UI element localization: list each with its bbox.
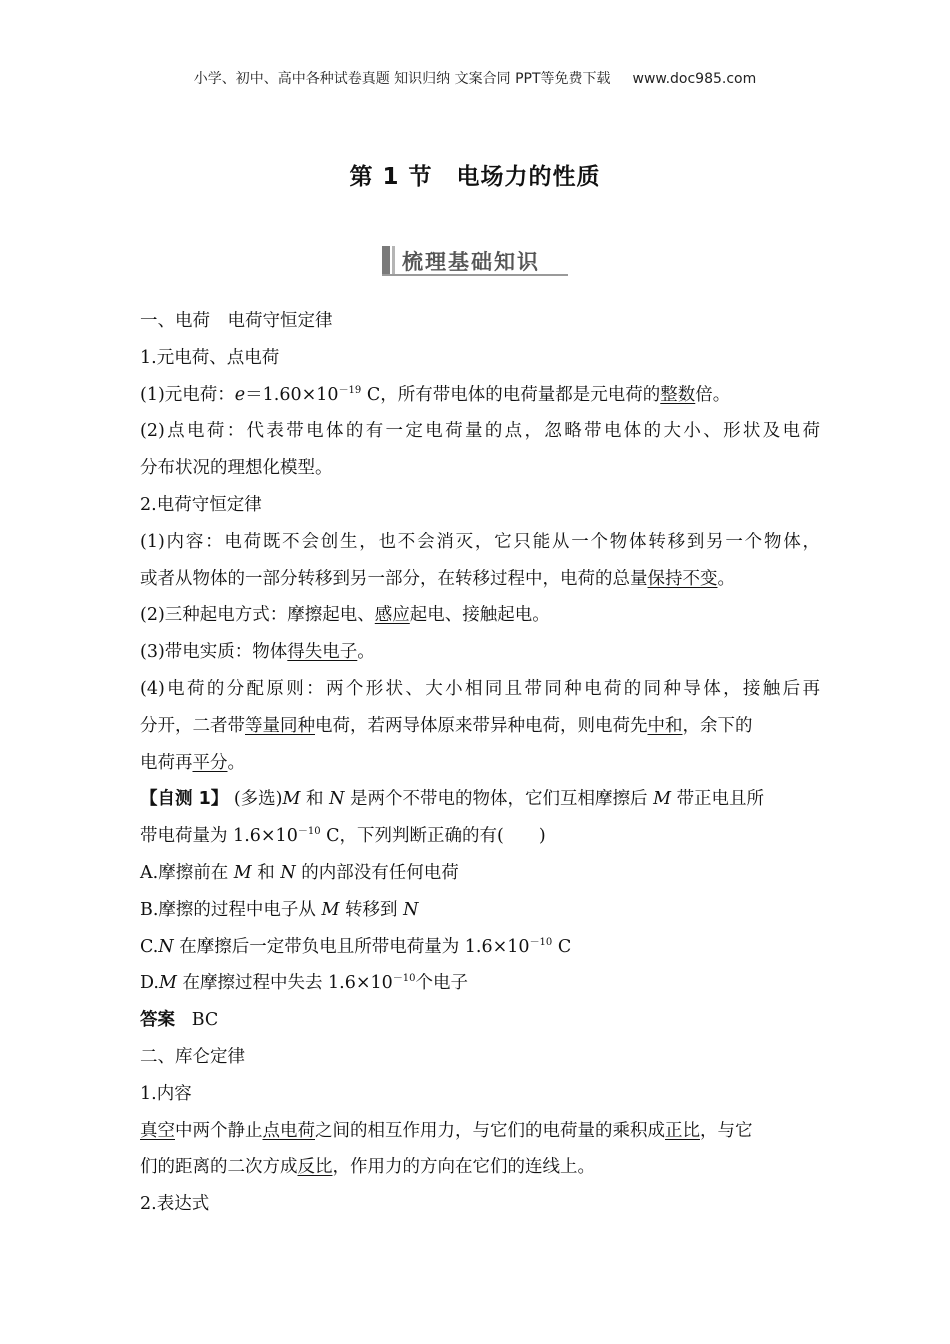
para-distribution-3: 电荷再平分。 — [140, 752, 245, 773]
para-point-charge-2: 分布状况的理想化模型。 — [140, 458, 333, 479]
blank-answer: 真空 — [140, 1120, 175, 1141]
blank-answer: 等量同种 — [245, 715, 315, 736]
quiz-tag: 【自测 1】 — [140, 789, 229, 810]
para-conservation-2: 或者从物体的一部分转移到另一部分，在转移过程中，电荷的总量保持不变。 — [140, 568, 735, 589]
para-charging-methods: (2)三种起电方式：摩擦起电、感应起电、接触起电。 — [140, 605, 550, 626]
blank-answer: 反比 — [297, 1157, 333, 1178]
answer-label: 答案 — [140, 1010, 175, 1031]
blank-answer: 平分 — [192, 752, 228, 773]
para-distribution-2: 分开，二者带等量同种电荷，若两导体原来带异种电荷，则电荷先中和，余下的 — [140, 715, 753, 736]
header-site[interactable]: www.doc985.com — [632, 71, 757, 87]
section-banner — [382, 244, 568, 276]
page-header — [0, 68, 950, 88]
page-title: 第 1 节 电场力的性质 — [349, 164, 601, 190]
quiz-answer — [140, 1002, 820, 1039]
para-conservation-1: (1)内容：电荷既不会创生，也不会消灭，它只能从一个物体转移到另一个物体， — [140, 531, 820, 552]
answer-value: BC — [191, 1010, 219, 1031]
blank-answer: 正比 — [665, 1120, 700, 1141]
header-text: 小学、初中、高中各种试卷真题 知识归纳 文案合同 PPT等免费下载 — [193, 71, 611, 87]
quiz-option-a: A.摩擦前在 M 和 N 的内部没有任何电荷 — [140, 862, 459, 883]
quiz-option-b: B.摩擦的过程中电子从 M 转移到 N — [140, 899, 419, 920]
banner-bar-thin-icon — [392, 246, 395, 274]
blank-answer: 点电荷 — [262, 1120, 315, 1141]
para-point-charge-1: (2)点电荷：代表带电体的有一定电荷量的点，忽略带电体的大小、形状及电荷 — [140, 421, 820, 442]
subheading-conservation: 2.电荷守恒定律 — [140, 494, 262, 515]
para-elementary-charge: (1)元电荷：$e=1.60\times 10^{-19}$ C，所有带电体的电荷量都是元电荷的整数倍。 — [140, 384, 731, 405]
subheading-content: 1.内容 — [140, 1083, 192, 1104]
banner-label: 梳理基础知识 — [402, 250, 540, 274]
quiz-option-d: D.M 在摩擦过程中失去 $1.6\times 10^{-10}$个电子 — [140, 973, 469, 994]
para-charging-essence: (3)带电实质：物体得失电子。 — [140, 642, 375, 663]
quiz-question-2: 带电荷量为 $1.6\times 10^{-10}$ C，下列判断正确的有( ) — [140, 826, 546, 847]
section2-heading: 二、库仑定律 — [140, 1046, 245, 1067]
subheading-elementary-charge: 1.元电荷、点电荷 — [140, 347, 280, 368]
blank-answer: 感应 — [374, 605, 410, 626]
para-coulomb-2: 们的距离的二次方成反比，作用力的方向在它们的连线上。 — [140, 1157, 595, 1178]
quiz-question-1: 【自测 1】 (多选)M 和 N 是两个不带电的物体，它们互相摩擦后 M 带正电且所 — [140, 789, 765, 810]
quiz-option-c: C.N 在摩擦后一定带负电且所带电荷量为 $1.6\times 10^{-10}$ C — [140, 936, 572, 957]
blank-answer: 得失电子 — [287, 642, 358, 663]
blank-answer: 整数 — [660, 384, 696, 405]
para-coulomb-1: 真空中两个静止点电荷之间的相互作用力，与它们的电荷量的乘积成正比，与它 — [140, 1120, 753, 1141]
content — [140, 303, 820, 1223]
section1-heading: 一、电荷 电荷守恒定律 — [140, 311, 333, 331]
para-distribution-1: (4)电荷的分配原则：两个形状、大小相同且带同种电荷的同种导体，接触后再 — [140, 678, 820, 699]
blank-answer: 中和 — [647, 715, 683, 736]
banner-bar-icon — [382, 246, 390, 274]
blank-answer: 保持不变 — [647, 568, 718, 589]
subheading-expression: 2.表达式 — [140, 1194, 210, 1215]
